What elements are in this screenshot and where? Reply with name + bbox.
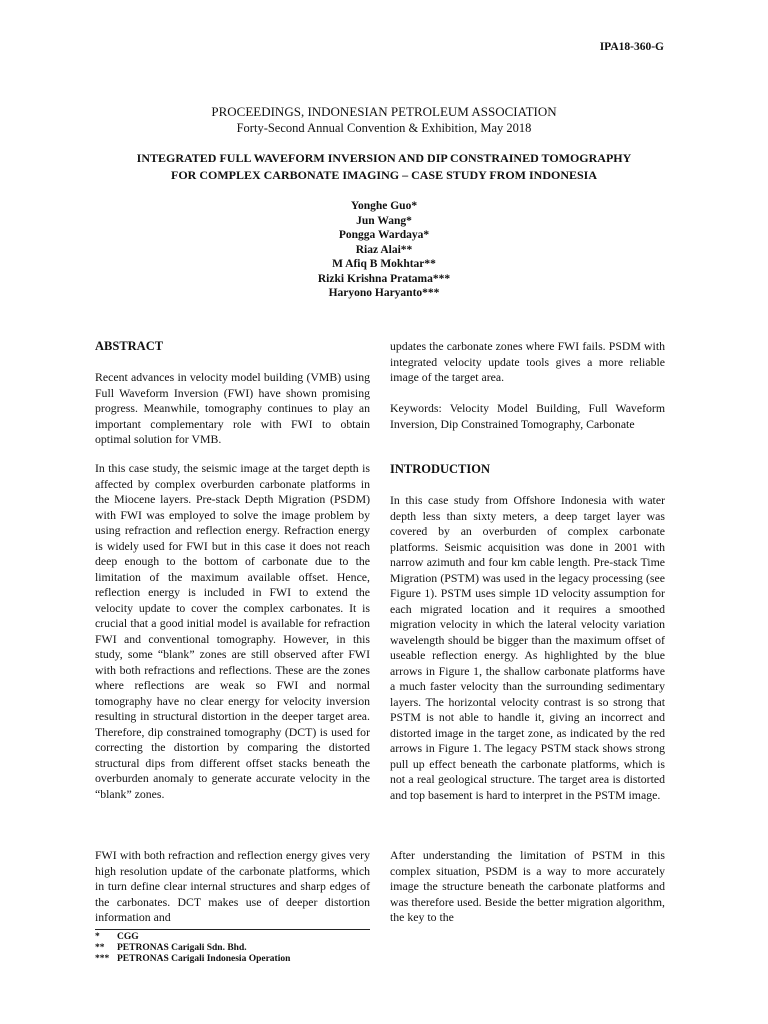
introduction-paragraph-2: After understanding the limitation of PSTM in this complex situation, PSDM is a way to more accurately image the structure beneath the carbonate platforms and was therefore used. Beside the better migration algorithm, the key to the — [390, 848, 665, 924]
author: M Afiq B Mokhtar** — [332, 258, 436, 270]
paper-title — [0, 150, 768, 184]
abstract-paragraph-1: Recent advances in velocity model building (VMB) using Full Waveform Inversion (FWI) have shown promising progress. Meanwhile, tomography continues to play an important complementary role with FWI to obtain optimal solution for VMB. — [95, 370, 370, 446]
keywords: Keywords: Velocity Model Building, Full Waveform Inversion, Dip Constrained Tomography, Carbonate — [390, 401, 665, 431]
footnote-divider — [95, 929, 370, 930]
author: Rizki Krishna Pratama*** — [317, 272, 451, 285]
abstract-paragraph-3: FWI with both refraction and reflection energy gives very high resolution update of the carbonate platforms, which in turn define clear internal structures and sharp edges of the carbonates. DCT makes use of deeper distortion information and — [95, 848, 370, 924]
abstract-heading: ABSTRACT — [95, 339, 164, 353]
footnote-mark: *** — [95, 954, 110, 964]
footnote — [95, 943, 247, 954]
proceedings-title: PROCEEDINGS, INDONESIAN PETROLEUM ASSOCIATION — [211, 104, 557, 119]
title-line-2: FOR COMPLEX CARBONATE IMAGING – CASE STUDY FROM INDONESIA — [170, 168, 598, 182]
footnote-mark: * — [95, 932, 100, 942]
footnote — [95, 954, 290, 965]
abstract-continuation: updates the carbonate zones where FWI fails. PSDM with integrated velocity update tools gives a more reliable image of the target area. — [390, 339, 665, 384]
convention-subtitle: Forty-Second Annual Convention & Exhibition, May 2018 — [236, 121, 532, 135]
paper-id: IPA18-360-G — [599, 41, 664, 53]
author: Riaz Alai** — [355, 243, 413, 256]
introduction-paragraph-1: In this case study from Offshore Indonesia with water depth less than sixty meters, a deep target layer was covered by an overburden of complex carbonate platforms. Seismic acquisition was done in 2001 with narrow azimuth and four km cable length. Pre-stack Time Migration (PSTM) was used in the legacy processing (see Figure 1). PSTM uses simple 1D velocity assumption for each migrated location and it requires a smoothed migration velocity in which the lateral velocity variation wavelength should be bigger than the maximum offset of useable reflection energy. As highlighted by the blue arrows in Figure 1, the shallow carbonate platforms have a much faster velocity than the surrounding sedimentary layers. The horizontal velocity contrast is so strong that PSTM is not able to handle it, giving an incorrect and distorted image in the target zone, as indicated by the red arrows in Figure 1. The legacy PSTM stack shows strong pull up effect beneath the carbonate platforms, which is not a real geological structure. The target area is distorted and top basement is hard to interpret in the PSTM image. — [390, 493, 665, 802]
author-list — [0, 199, 768, 301]
footnote-text: PETRONAS Carigali Sdn. Bhd. — [117, 943, 247, 953]
author: Haryono Haryanto*** — [328, 287, 440, 299]
author: Jun Wang* — [356, 214, 412, 227]
abstract-paragraph-2: In this case study, the seismic image at the target depth is affected by complex overburden carbonate platforms in the Miocene layers. Pre-stack Depth Migration (PSDM) with FWI was employed to solve the image problem by using refraction and reflection energy. Refraction energy is widely used for FWI but in this case it does not reach deep enough to the bottom of carbonate due to the limitation of the maximum available offset. Hence, reflection energy is included in FWI to extend the velocity update to cover the complex carbonates. It is crucial that a good initial model is available for refraction FWI and conventional tomography. However, in this study, some “blank” zones are still observed after FWI with both refractions and reflections. These are the zones where reflections are weak so FWI and normal tomography have no clear energy for velocity inversion resulting in structural distortion in the deeper target area. Therefore, dip constrained tomography (DCT) is used for correcting the distortion by comparing the distorted structural dips from different offset stacks beneath the overburden anomaly to generate accurate velocity in the “blank” zones. — [95, 461, 370, 801]
footnote-text: PETRONAS Carigali Indonesia Operation — [117, 954, 291, 964]
introduction-heading: INTRODUCTION — [390, 462, 491, 476]
footnote-mark: ** — [95, 943, 105, 953]
author: Yonghe Guo* — [350, 200, 418, 212]
footnote — [95, 932, 139, 943]
title-line-1: INTEGRATED FULL WAVEFORM INVERSION AND DIP CONSTRAINED TOMOGRAPHY — [136, 151, 632, 165]
footnote-text: CGG — [117, 932, 139, 942]
author: Pongga Wardaya* — [338, 229, 430, 241]
